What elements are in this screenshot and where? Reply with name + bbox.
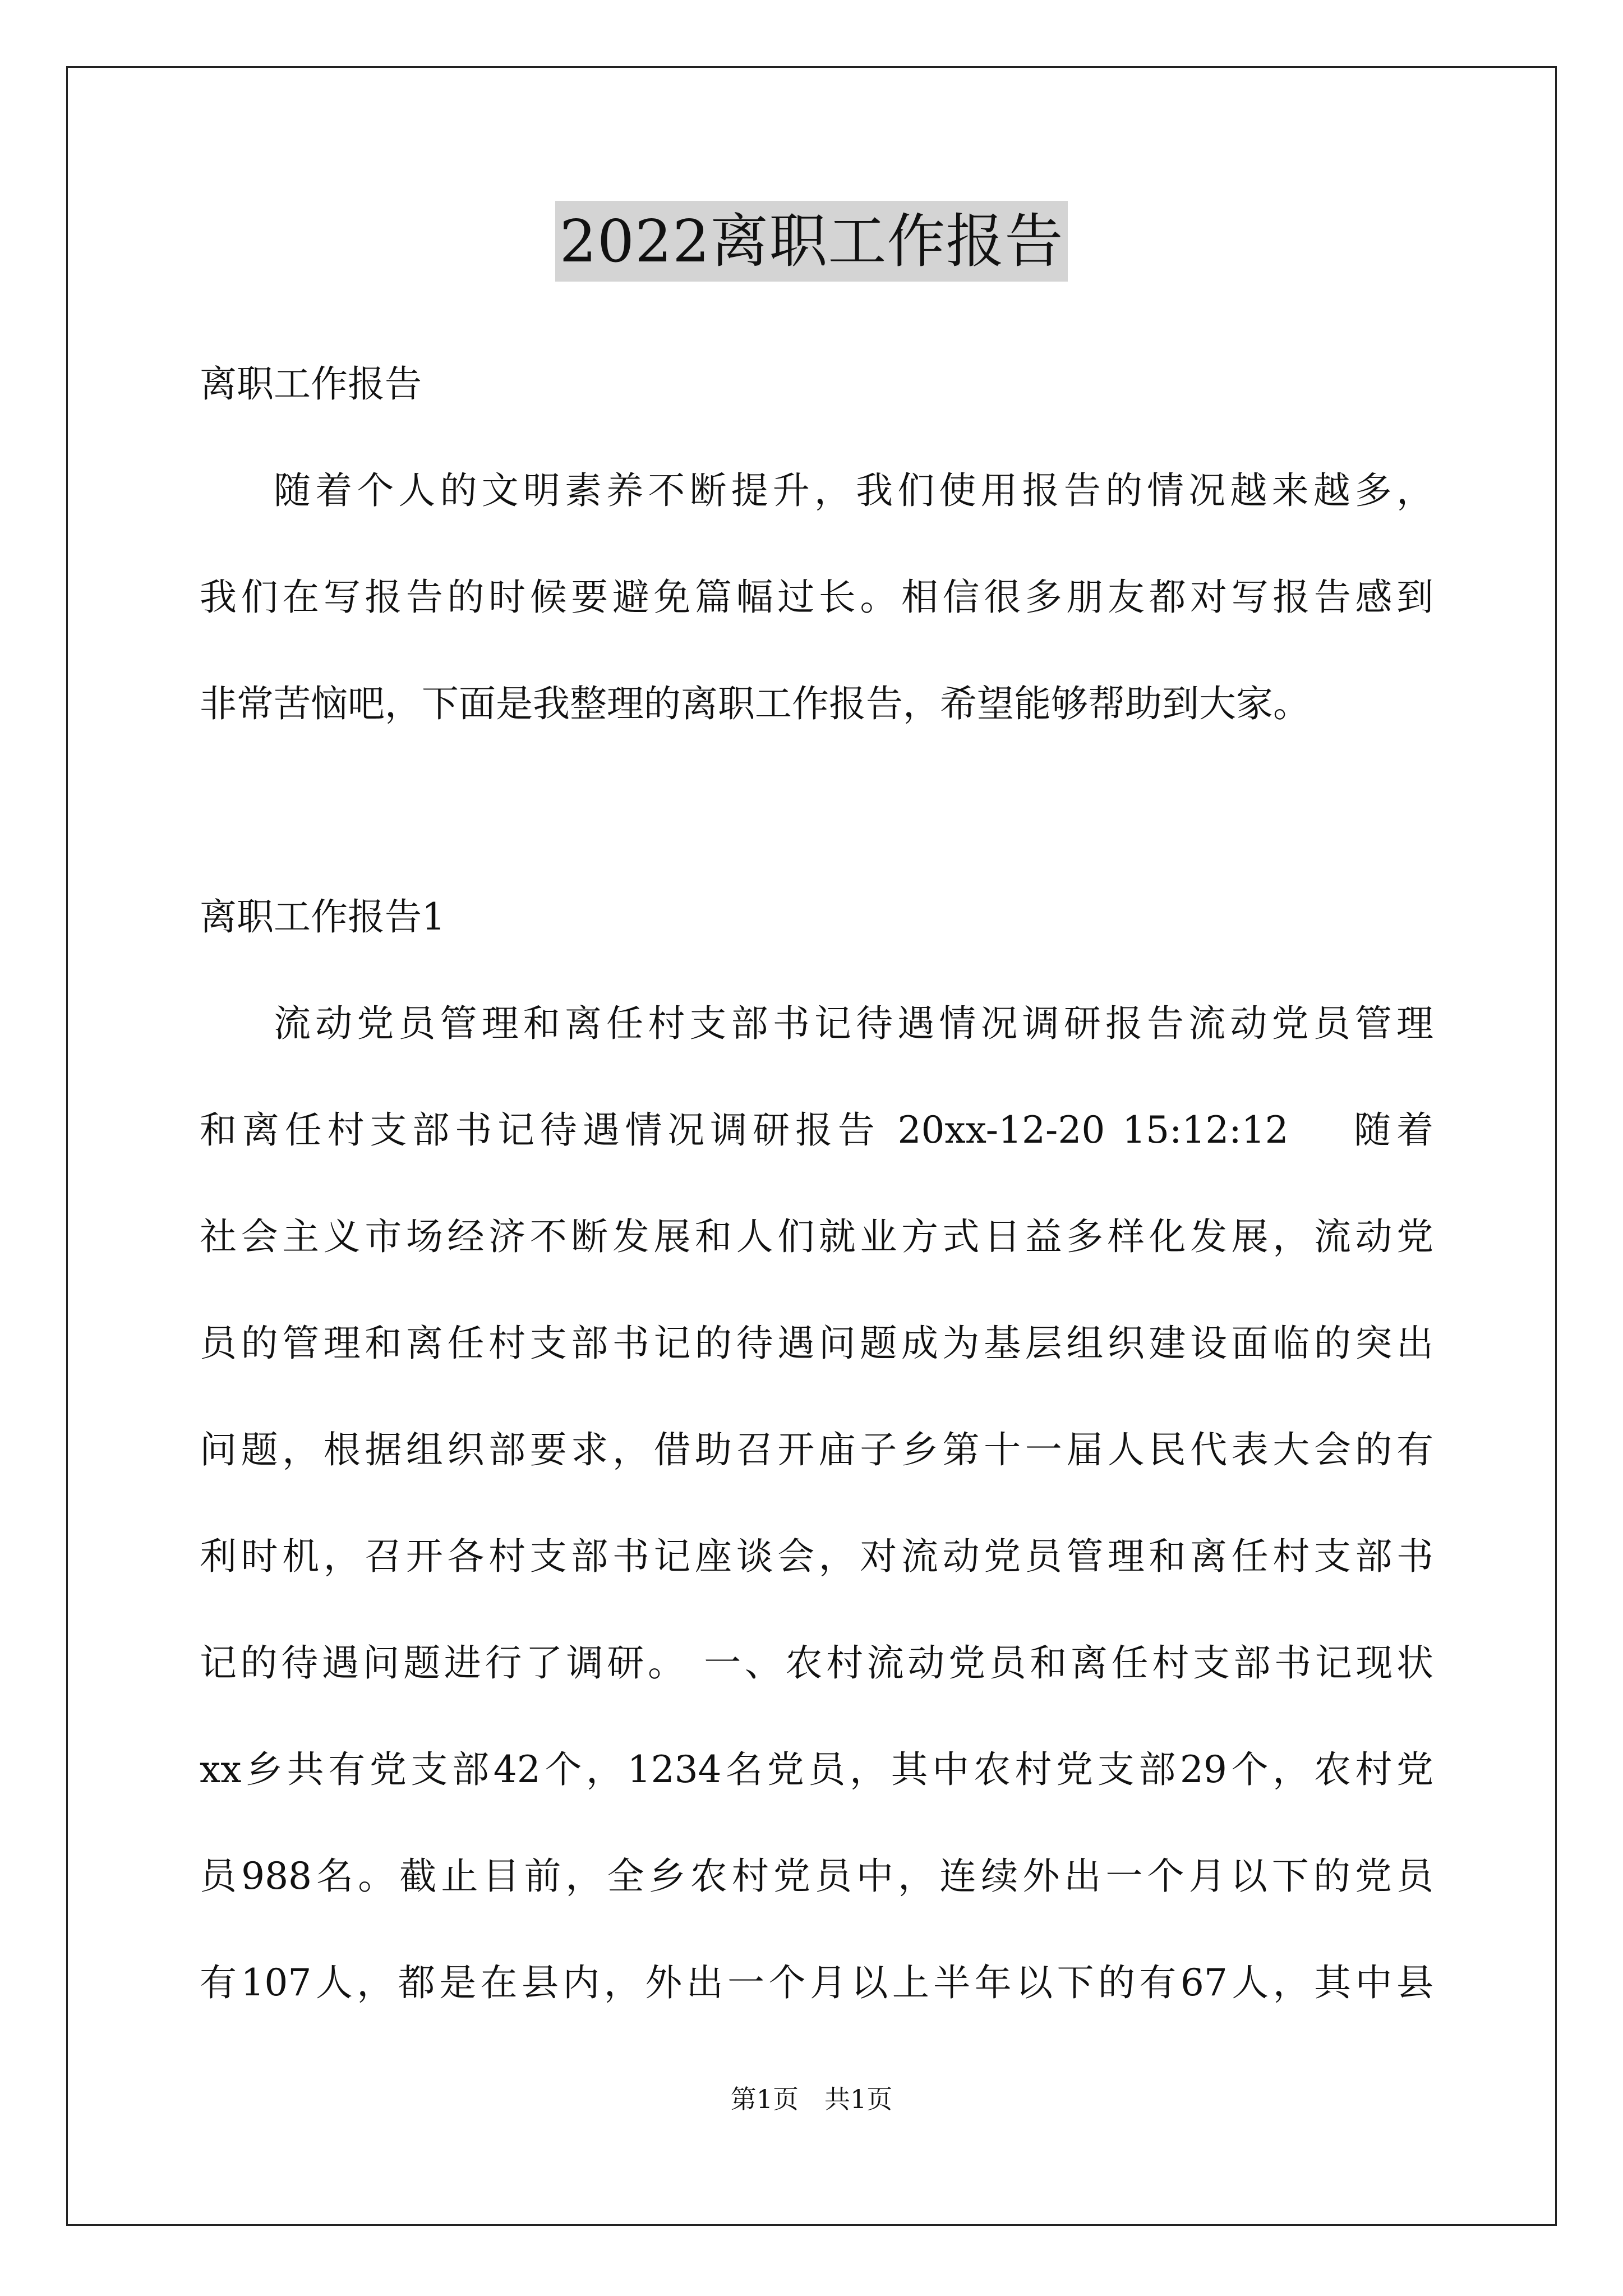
intro-paragraph-line: 随着个人的文明素养不断提升，我们使用报告的情况越来越多，: [274, 469, 1433, 512]
body-paragraph-line: 流动党员管理和离任村支部书记待遇情况调研报告流动党员管理: [274, 1002, 1433, 1045]
document-title: 2022离职工作报告: [555, 201, 1068, 282]
section-heading: 离职工作报告: [200, 362, 422, 406]
paragraph-gap: [200, 757, 1433, 864]
body-paragraph-line: 利时机，召开各村支部书记座谈会，对流动党员管理和离任村支部书: [200, 1535, 1433, 1578]
body-paragraph-line: 员988名。截止目前，全乡农村党员中，连续外出一个月以下的党员: [200, 1855, 1433, 1898]
body-paragraph-line: 有107人，都是在县内，外出一个月以上半年以下的有67人，其中县: [200, 1961, 1433, 2004]
body-paragraph-line: 问题，根据组织部要求，借助召开庙子乡第十一届人民代表大会的有: [200, 1428, 1433, 1471]
title-container: [0, 201, 1623, 282]
intro-paragraph-line: 非常苦恼吧，下面是我整理的离职工作报告，希望能够帮助到大家。: [200, 682, 1310, 725]
document-body: [200, 331, 1433, 2036]
body-paragraph-line: 社会主义市场经济不断发展和人们就业方式日益多样化发展，流动党: [200, 1215, 1433, 1258]
body-paragraph-line: 和离任村支部书记待遇情况调研报告 20xx-12-20 15:12:12 随着: [200, 1108, 1433, 1152]
body-paragraph-line: 员的管理和离任村支部书记的待遇问题成为基层组织建设面临的突出: [200, 1322, 1433, 1365]
body-paragraph-line: 记的待遇问题进行了调研。 一、农村流动党员和离任村支部书记现状: [200, 1641, 1433, 1685]
body-paragraph-line: xx乡共有党支部42个，1234名党员，其中农村党支部29个，农村党: [200, 1748, 1433, 1791]
section-heading: 离职工作报告1: [200, 895, 445, 938]
intro-paragraph-line: 我们在写报告的时候要避免篇幅过长。相信很多朋友都对写报告感到: [200, 576, 1433, 619]
page-footer: 第1页 共1页: [730, 2084, 893, 2114]
